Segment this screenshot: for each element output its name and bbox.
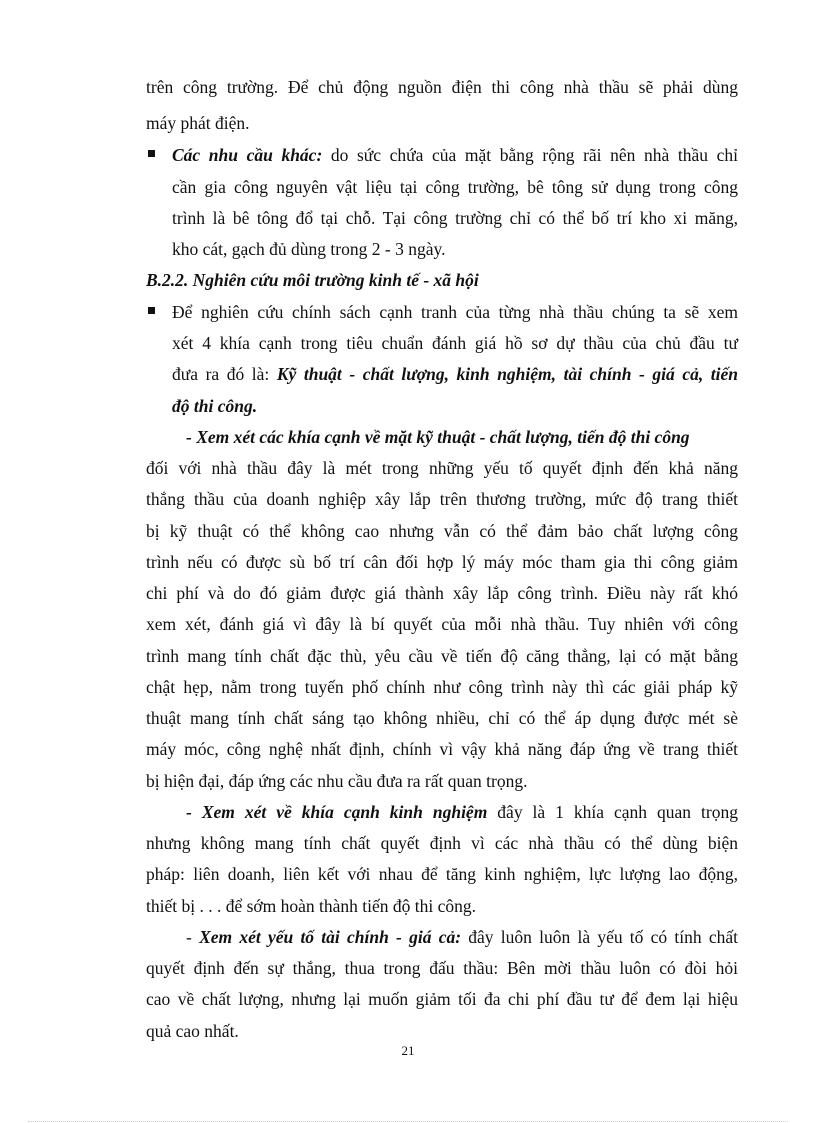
text-line: bị kỹ thuật có thể không cao nhưng vẫn có thể đảm bảo chất lượng công [146,521,738,541]
page-divider [28,1121,788,1122]
text-line: máy móc, công nghệ nhất định, chính vì vậy khả năng đáp ứng về trang thiết [146,739,738,759]
bullet-icon [148,307,155,314]
text-line: xét 4 khía cạnh trong tiêu chuẩn đánh giá hồ sơ dự thầu của chủ đầu tư [172,333,738,353]
text-line: Để nghiên cứu chính sách cạnh tranh của từng nhà thầu chúng ta sẽ xem [172,302,738,322]
text-line [186,927,738,947]
text-line: đối với nhà thầu đây là mét trong những yếu tố quyết định đến khả năng [146,458,738,478]
text-line: cao về chất lượng, nhưng lại muốn giảm tối đa chi phí đầu tư để đem lại hiệu [146,989,738,1009]
text-line [172,364,738,384]
text-line [186,802,738,822]
text-run: đây luôn luôn là yếu tố có tính chất [461,927,738,947]
text-run: đây là 1 khía cạnh quan trọng [487,802,738,822]
text-line: trình là bê tông đổ tại chỗ. Tại công trường chỉ có thể bố trí kho xi măng, [172,208,738,228]
text-line: quyết định đến sự thắng, thua trong đấu thầu: Bên mời thầu luôn có đòi hỏi [146,958,738,978]
text-run: do sức chứa của mặt bằng rộng rãi nên nhà thầu chỉ [322,145,738,165]
section-heading: B.2.2. Nghiên cứu môi trường kinh tế - xã hội [146,270,479,290]
text-line: cần gia công nguyên vật liệu tại công trường, bê tông sử dụng trong công [172,177,738,197]
page-number: 21 [401,1043,415,1058]
bullet-title: Các nhu cầu khác: [172,145,323,165]
text-run: - [186,927,200,947]
text-line: xem xét, đánh giá vì đây là bí quyết của mỗi nhà thầu. Tuy nhiên với công [146,614,738,634]
text-line: trên công trường. Để chủ động nguồn điện thi công nhà thầu sẽ phải dùng [146,77,738,97]
text-line: trình mang tính chất đặc thù, yêu cầu về tiến độ căng thẳng, lại có mặt bằng [146,646,738,666]
text-line: trình nếu có được sù bố trí cân đối hợp lý máy móc tham gia thi công giảm [146,552,738,572]
subheading: - Xem xét các khía cạnh về mặt kỹ thuật - chất lượng, tiến độ thi công [186,427,690,447]
text-line: bị hiện đại, đáp ứng các nhu cầu đưa ra rất quan trọng. [146,771,528,791]
subheading: - Xem xét về khía cạnh kinh nghiệm [186,802,488,822]
text-line: kho cát, gạch đủ dùng trong 2 - 3 ngày. [172,239,446,259]
text-line [172,145,738,165]
text-line: quả cao nhất. [146,1021,239,1041]
text-line: thuật mang tính chất sáng tạo không nhiều, chỉ có thể áp dụng được mét sè [146,708,738,728]
text-line: chi phí và do đó giảm được giá thành xây lắp công trình. Điều này rất khó [146,583,738,603]
text-line: thắng thầu của doanh nghiệp xây lắp trên thương trường, mức độ trang thiết [146,489,738,509]
text-run: đưa ra đó là: [172,364,277,384]
emphasis-text: độ thi công. [172,396,258,416]
text-line: máy phát điện. [146,113,250,133]
emphasis-text: Kỹ thuật - chất lượng, kinh nghiệm, tài chính - giá cả, tiến [276,364,739,384]
subheading: Xem xét yếu tố tài chính - giá cả: [199,927,462,947]
bullet-icon [148,150,155,157]
text-line: pháp: liên doanh, liên kết với nhau để tăng kinh nghiệm, lực lượng lao động, [146,864,738,884]
text-line: chật hẹp, nằm trong tuyến phố chính như công trình này thì các giải pháp kỹ [146,677,738,697]
text-line: thiết bị . . . để sớm hoàn thành tiến độ thi công. [146,896,477,916]
text-line: nhưng không mang tính chất quyết định vì các nhà thầu có thể dùng biện [146,833,738,853]
